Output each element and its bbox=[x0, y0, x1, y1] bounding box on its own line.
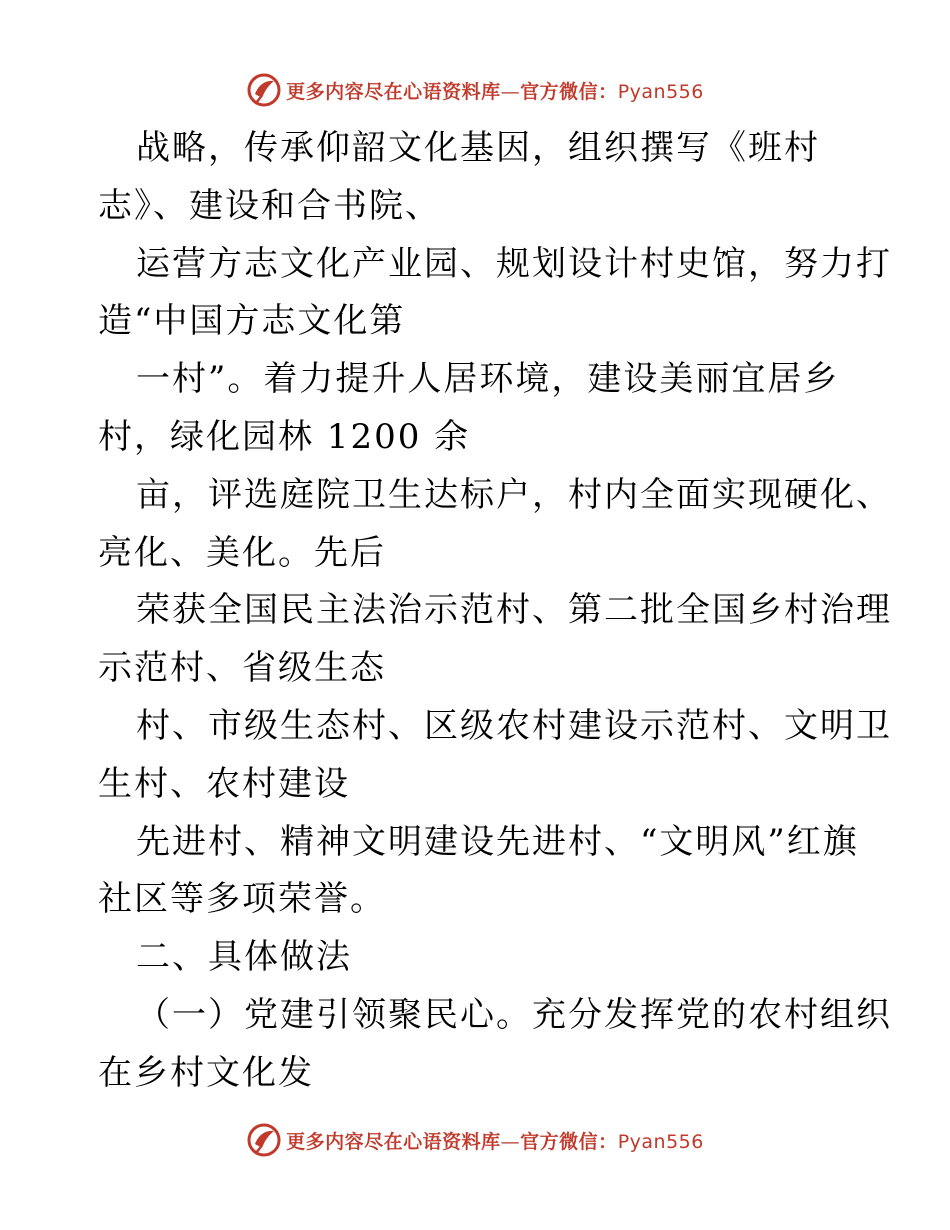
text-line: 生村、农村建设 bbox=[98, 763, 350, 804]
footer-separator: — bbox=[500, 1130, 521, 1153]
text-line: 村、市级生态村、区级农村建设示范村、文明卫 bbox=[136, 705, 892, 746]
footer-watermark bbox=[0, 1118, 950, 1162]
text-line: 志》、建设和合书院、 bbox=[98, 185, 441, 226]
header-watermark-text bbox=[286, 77, 704, 104]
text-line: （一）党建引领聚民心。充分发挥党的农村组织 bbox=[136, 994, 892, 1035]
footer-watermark-text bbox=[286, 1127, 704, 1154]
text-line: 示范村、省级生态 bbox=[98, 648, 386, 689]
section-heading: 二、具体做法 bbox=[136, 937, 352, 978]
brand-logo-icon bbox=[246, 72, 282, 108]
header-title: 更多内容尽在心语资料库 bbox=[286, 80, 501, 103]
text-line: 荣获全国民主法治示范村、第二批全国乡村治理 bbox=[136, 590, 892, 631]
footer-suffix: 官方微信： bbox=[520, 1130, 618, 1153]
text-line: 亩，评选庭院卫生达标户，村内全面实现硬化、 bbox=[136, 474, 892, 515]
text-line: 一村”。着力提升人居环境，建设美丽宜居乡 bbox=[136, 359, 840, 400]
document-body bbox=[98, 120, 892, 1103]
header-watermark bbox=[0, 68, 950, 112]
header-separator: — bbox=[500, 80, 521, 103]
text-line: 亮化、美化。先后 bbox=[98, 532, 386, 573]
text-line: 造“中国方志文化第 bbox=[98, 301, 406, 342]
text-line: 社区等多项荣誉。 bbox=[98, 879, 386, 920]
header-account: Pyan556 bbox=[617, 80, 704, 103]
header-suffix: 官方微信： bbox=[520, 80, 618, 103]
text-line: 运营方志文化产业园、规划设计村史馆，努力打 bbox=[136, 243, 892, 284]
footer-title: 更多内容尽在心语资料库 bbox=[286, 1130, 501, 1153]
text-line: 先进村、精神文明建设先进村、“文明风”红旗 bbox=[136, 821, 859, 862]
brand-logo-icon bbox=[246, 1122, 282, 1158]
footer-account: Pyan556 bbox=[617, 1130, 704, 1153]
text-line: 村，绿化园林 1200 余 bbox=[98, 416, 471, 457]
text-line: 战略，传承仰韶文化基因，组织撰写《班村 bbox=[136, 128, 820, 168]
text-line: 在乡村文化发 bbox=[98, 1052, 314, 1093]
